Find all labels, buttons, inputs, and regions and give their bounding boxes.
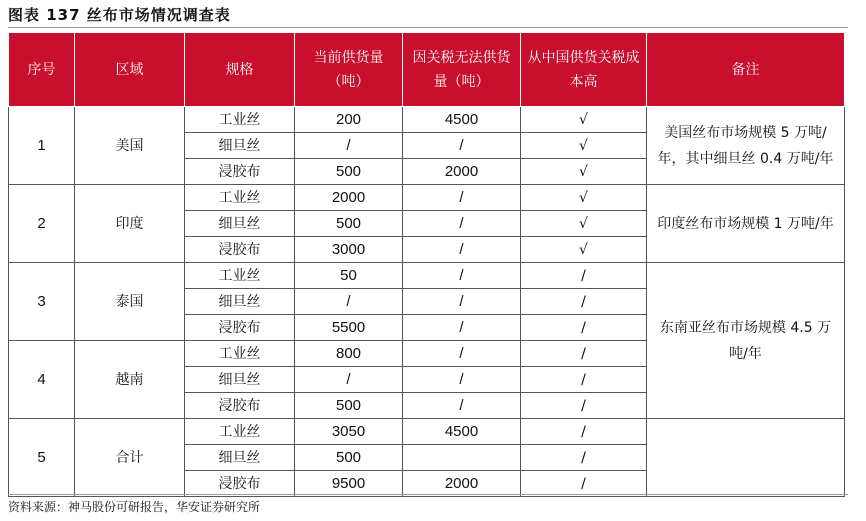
current-supply-cell: 500 <box>295 445 403 471</box>
spec-cell: 细旦丝 <box>185 367 295 393</box>
note-cell-southeast-asia: 东南亚丝布市场规模 4.5 万吨/年 <box>647 263 845 419</box>
current-supply-cell: 500 <box>295 211 403 237</box>
tariff-supply-cell: / <box>403 367 521 393</box>
current-supply-cell: 500 <box>295 393 403 419</box>
seq-cell: 5 <box>9 419 75 497</box>
tariff-supply-cell: / <box>403 211 521 237</box>
figure-title: 图表 137 丝布市场情况调查表 <box>8 6 231 24</box>
note-cell: 印度丝布市场规模 1 万吨/年 <box>647 185 845 263</box>
seq-cell: 2 <box>9 185 75 263</box>
current-supply-cell: 3000 <box>295 237 403 263</box>
china-cost-cell: / <box>521 393 647 419</box>
current-supply-cell: 3050 <box>295 419 403 445</box>
region-cell: 美国 <box>75 107 185 185</box>
current-supply-cell: / <box>295 367 403 393</box>
tariff-supply-cell: / <box>403 315 521 341</box>
spec-cell: 细旦丝 <box>185 211 295 237</box>
current-supply-cell: 2000 <box>295 185 403 211</box>
china-cost-cell: / <box>521 341 647 367</box>
spec-cell: 细旦丝 <box>185 289 295 315</box>
tariff-supply-cell: / <box>403 289 521 315</box>
table-row <box>9 107 845 133</box>
header-note: 备注 <box>647 33 845 107</box>
spec-cell: 浸胶布 <box>185 159 295 185</box>
seq-cell: 1 <box>9 107 75 185</box>
spec-cell: 浸胶布 <box>185 471 295 497</box>
current-supply-cell: / <box>295 289 403 315</box>
spec-cell: 细旦丝 <box>185 445 295 471</box>
current-supply-cell: 200 <box>295 107 403 133</box>
spec-cell: 工业丝 <box>185 419 295 445</box>
china-cost-cell: √ <box>521 185 647 211</box>
spec-cell: 浸胶布 <box>185 393 295 419</box>
seq-cell: 4 <box>9 341 75 419</box>
tariff-supply-cell: / <box>403 237 521 263</box>
china-cost-cell: / <box>521 263 647 289</box>
tariff-supply-cell: / <box>403 185 521 211</box>
header-tariff-supply: 因关税无法供货量（吨） <box>403 33 521 107</box>
china-cost-cell: / <box>521 445 647 471</box>
table-row <box>9 185 845 211</box>
tariff-supply-cell: / <box>403 393 521 419</box>
spec-cell: 细旦丝 <box>185 133 295 159</box>
china-cost-cell: / <box>521 471 647 497</box>
tariff-supply-cell: / <box>403 341 521 367</box>
tariff-supply-cell: / <box>403 263 521 289</box>
china-cost-cell: √ <box>521 211 647 237</box>
header-china-cost: 从中国供货关税成本高 <box>521 33 647 107</box>
region-cell: 印度 <box>75 185 185 263</box>
current-supply-cell: 5500 <box>295 315 403 341</box>
bottom-divider <box>8 494 848 495</box>
spec-cell: 浸胶布 <box>185 237 295 263</box>
top-divider <box>8 27 848 28</box>
current-supply-cell: 9500 <box>295 471 403 497</box>
tariff-supply-cell: 4500 <box>403 419 521 445</box>
note-cell: 美国丝布市场规模 5 万吨/年，其中细旦丝 0.4 万吨/年 <box>647 107 845 185</box>
header-region: 区域 <box>75 33 185 107</box>
spec-cell: 工业丝 <box>185 185 295 211</box>
china-cost-cell: / <box>521 419 647 445</box>
china-cost-cell: √ <box>521 133 647 159</box>
spec-cell: 工业丝 <box>185 341 295 367</box>
china-cost-cell: / <box>521 367 647 393</box>
china-cost-cell: √ <box>521 107 647 133</box>
spec-cell: 工业丝 <box>185 107 295 133</box>
region-cell: 泰国 <box>75 263 185 341</box>
china-cost-cell: √ <box>521 159 647 185</box>
header-spec: 规格 <box>185 33 295 107</box>
current-supply-cell: 800 <box>295 341 403 367</box>
region-cell: 合计 <box>75 419 185 497</box>
seq-cell: 3 <box>9 263 75 341</box>
note-cell-empty <box>647 419 845 497</box>
spec-cell: 浸胶布 <box>185 315 295 341</box>
current-supply-cell: 500 <box>295 159 403 185</box>
table-row <box>9 263 845 289</box>
china-cost-cell: √ <box>521 237 647 263</box>
header-row <box>9 33 845 107</box>
current-supply-cell: / <box>295 133 403 159</box>
header-current-supply: 当前供货量（吨） <box>295 33 403 107</box>
source-note: 资料来源：神马股份可研报告，华安证券研究所 <box>8 500 261 514</box>
tariff-supply-cell <box>403 445 521 471</box>
tariff-supply-cell: 4500 <box>403 107 521 133</box>
market-survey-table <box>8 32 845 497</box>
spec-cell: 工业丝 <box>185 263 295 289</box>
tariff-supply-cell: / <box>403 133 521 159</box>
tariff-supply-cell: 2000 <box>403 159 521 185</box>
china-cost-cell: / <box>521 315 647 341</box>
region-cell: 越南 <box>75 341 185 419</box>
china-cost-cell: / <box>521 289 647 315</box>
header-seq: 序号 <box>9 33 75 107</box>
table-row <box>9 419 845 445</box>
current-supply-cell: 50 <box>295 263 403 289</box>
tariff-supply-cell: 2000 <box>403 471 521 497</box>
